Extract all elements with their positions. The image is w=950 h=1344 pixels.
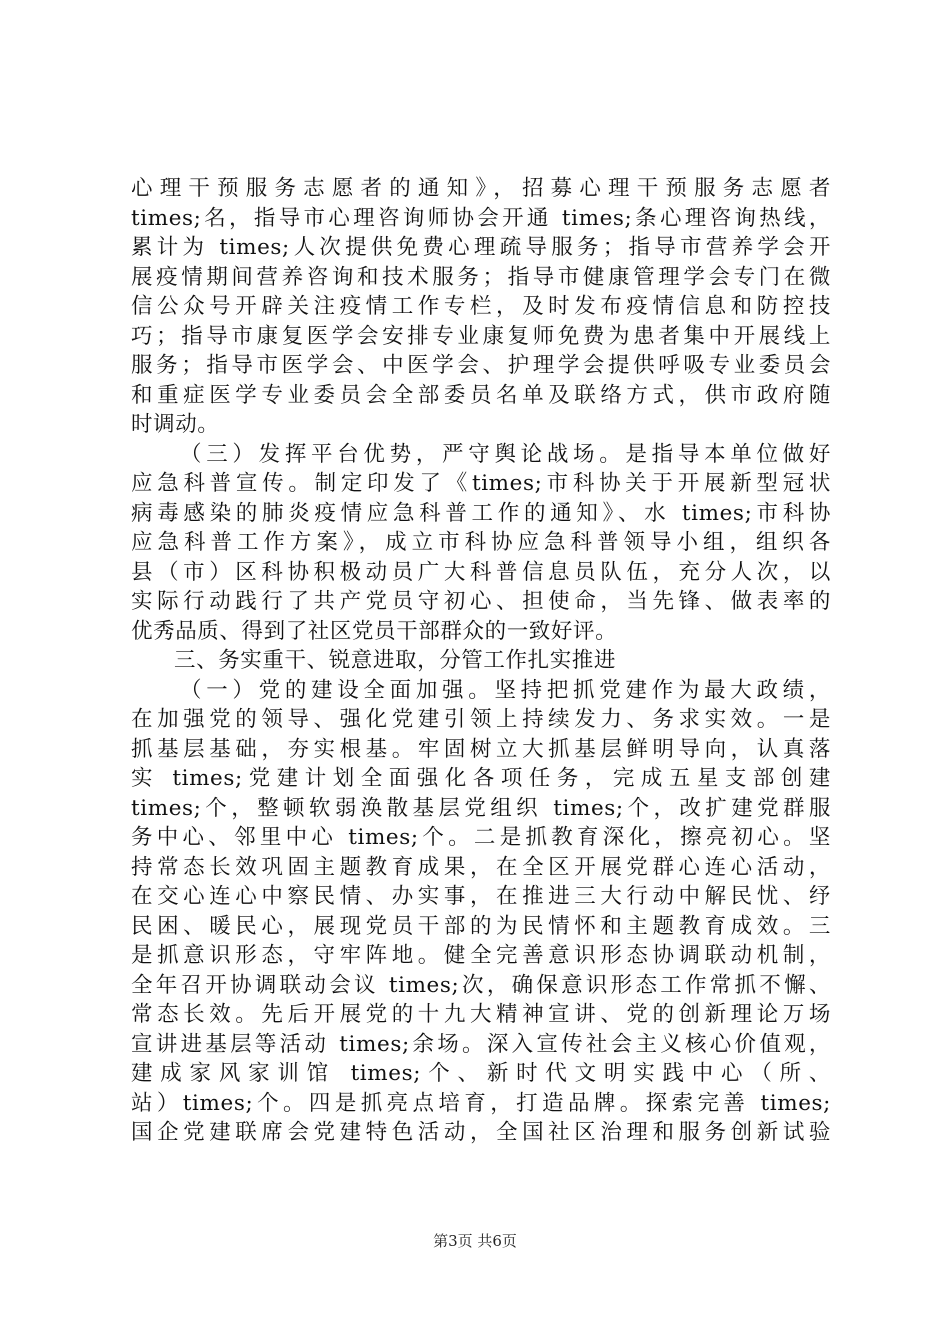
text-line: 在加强党的领导、强化党建引领上持续发力、务求实效。一是 [131,707,831,732]
text-line: 实际行动践行了共产党员守初心、担使命，当先锋、做表率的 [131,589,831,614]
text-line: 持常态长效巩固主题教育成果，在全区开展党群心连心活动， [131,854,831,880]
text-line: 县（市）区科协积极动员广大科普信息员队伍，充分人次，以 [131,559,831,585]
text-line: 信公众号开辟关注疫情工作专栏，及时发布疫情信息和防控技 [131,294,831,319]
section-heading-main: 三、务实重干、锐意进取，分管工作扎实推进 [174,648,617,673]
text-line: times;个，整顿软弱涣散基层党组织 times;个，改扩建党群服 [131,795,831,821]
text-line: 抓基层基础，夯实根基。牢固树立大抓基层鲜明导向，认真落 [131,736,831,762]
text-line: 建成家风家训馆 times;个、新时代文明实践中心（所、 [131,1061,831,1086]
text-line: 民困、暖民心，展现党员干部的为民情怀和主题教育成效。三 [131,913,831,939]
text-line: 累计为 times;人次提供免费心理疏导服务；指导市营养学会开 [131,235,831,260]
text-line: 优秀品质、得到了社区党员干部群众的一致好评。 [131,618,618,644]
text-line: 时调动。 [131,412,220,437]
text-line: 在交心连心中察民情、办实事，在推进三大行动中解民忧、纾 [131,884,831,909]
text-line: 宣讲进基层等活动 times;余场。深入宣传社会主义核心价值观， [131,1031,831,1057]
text-line: 常态长效。先后开展党的十九大精神宣讲、党的创新理论万场 [131,1002,831,1027]
section-heading-1: （一）党的建设全面加强。坚持把抓党建作为最大政绩， [180,677,831,703]
text-line: 国企党建联席会党建特色活动，全国社区治理和服务创新试验 [131,1120,831,1145]
text-line: 全年召开协调联动会议 times;次，确保意识形态工作常抓不懈、 [131,972,831,998]
text-line: 服务；指导市医学会、中医学会、护理学会提供呼吸专业委员会 [131,353,831,378]
text-line: times;名，指导市心理咨询师协会开通 times;条心理咨询热线， [131,205,831,231]
section-heading-3: （三）发挥平台优势，严守舆论战场。是指导本单位做好 [180,441,831,467]
text-line: 实 times;党建计划全面强化各项任务，完成五星支部创建 [131,766,831,791]
text-line: 应急科普工作方案》，成立市科协应急科普领导小组，组织各 [131,530,831,555]
text-line: 展疫情期间营养咨询和技术服务；指导市健康管理学会专门在微 [131,264,831,290]
text-line: 应急科普宣传。制定印发了《times;市科协关于开展新型冠状 [131,471,831,496]
text-line: 和重症医学专业委员会全部委员名单及联络方式，供市政府随 [131,382,831,408]
text-line: 巧；指导市康复医学会安排专业康复师免费为患者集中开展线上 [131,323,831,349]
body-text [131,174,831,1148]
text-line: 心理干预服务志愿者的通知》，招募心理干预服务志愿者 [131,176,831,201]
text-line: 病毒感染的肺炎疫情应急科普工作的通知》、水 times;市科协 [131,500,831,526]
text-line: 是抓意识形态，守牢阵地。健全完善意识形态协调联动机制， [131,943,831,968]
text-line: 务中心、邻里中心 times;个。二是抓教育深化，擦亮初心。坚 [131,825,831,850]
page-number: 第3页 共6页 [433,1232,517,1250]
text-line: 站）times;个。四是抓亮点培育，打造品牌。探索完善 times; [131,1090,831,1116]
